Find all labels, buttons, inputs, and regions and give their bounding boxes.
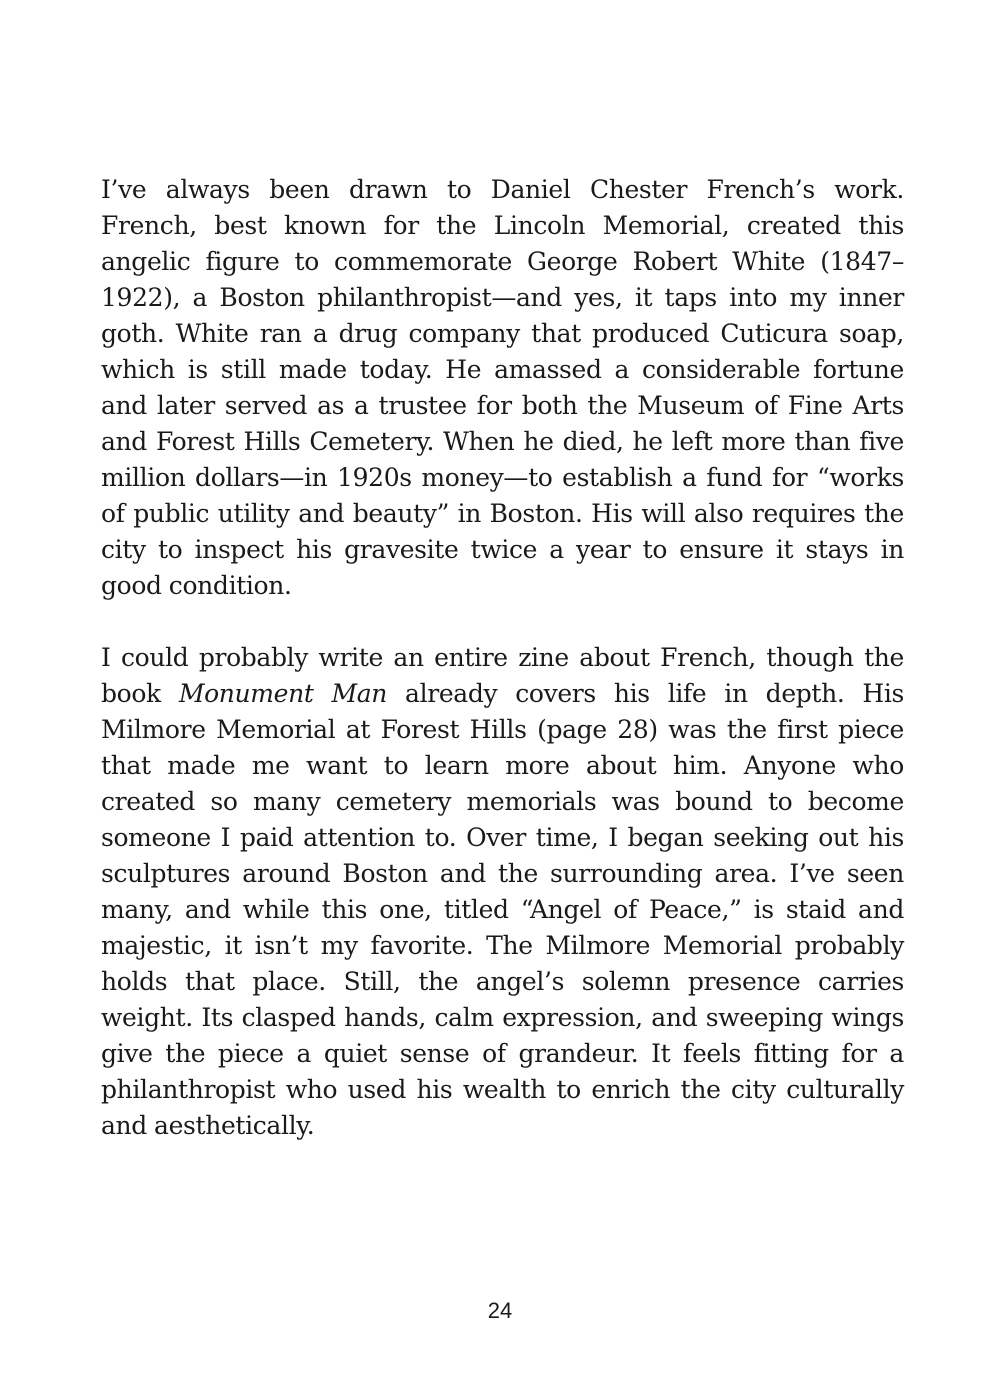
- page-number: 24: [487, 1298, 513, 1323]
- paragraph-2-text-end: already covers his life in depth. His Milmore Memorial at Forest Hills (page 28) was the first piece that made me want to learn more about him. Anyone who created so many cemetery memorials was bound to become someone I paid attention to. Over time, I began seeking out his sculptures around Boston and the surrounding area. I’ve seen many, and while this one, titled “Angel of Peace,” is staid and majestic, it isn’t my favorite. The Milmore Memorial probably holds that place. Still, the angel’s solemn presence carries weight. Its clasped hands, calm expression, and sweeping wings give the piece a quiet sense of grandeur. It feels fitting for a philanthropist who used his wealth to enrich the city culturally and aesthetically.: [101, 679, 905, 1140]
- book-title: Monument Man: [178, 679, 388, 708]
- paragraph-2: [101, 640, 904, 1144]
- paragraph-2-text-start: I could probably write an entire zine about French, though the book: [101, 643, 904, 708]
- paragraph-1: [101, 172, 904, 604]
- body-text: [101, 172, 904, 1144]
- paragraph-1-text: I’ve always been drawn to Daniel Chester French’s work. French, best known for the Lincoln Memorial, created this angelic figure to commemorate George Robert White (1847–1922), a Boston philanthropist—and yes, it taps into my inner goth. White ran a drug company that produced Cuticura soap, which is still made today. He amassed a considerable fortune and later served as a trustee for both the Museum of Fine Arts and Forest Hills Cemetery. When he died, he left more than five million dollars—in 1920s money—to establish a fund for “works of public utility and beauty” in Boston. His will also requires the city to inspect his gravesite twice a year to ensure it stays in good condition.: [101, 175, 904, 600]
